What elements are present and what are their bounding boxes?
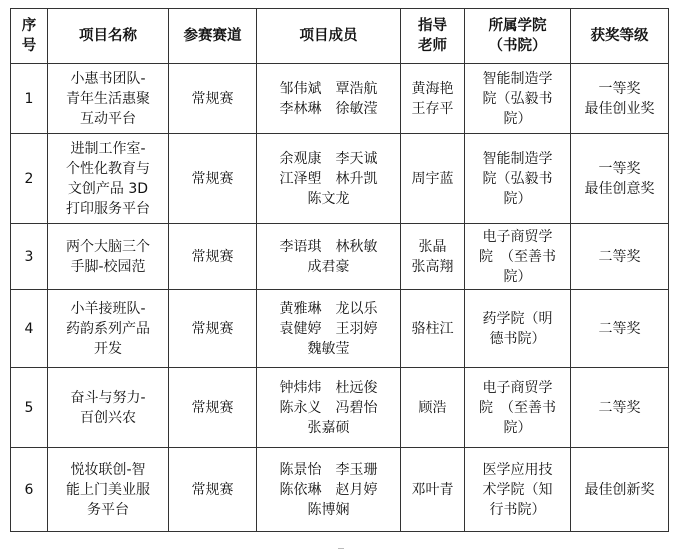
cell-project-name: 小羊接班队- 药韵系列产品 开发 [48,290,169,368]
header-project-name: 项目名称 [48,9,169,64]
cell-members: 钟炜炜 杜远俊 陈永义 冯碧怡 张嘉硕 [257,368,401,448]
header-college: 所属学院 （书院） [465,9,571,64]
cell-project-name: 悦妆联创-智 能上门美业服 务平台 [48,448,169,532]
cell-advisor: 骆柱江 [401,290,465,368]
cell-award: 二等奖 [571,368,669,448]
table-row [11,448,669,532]
cell-project-name: 小惠书团队- 青年生活惠聚 互动平台 [48,64,169,134]
cell-college: 医学应用技 术学院（知 行书院） [465,448,571,532]
cell-advisor: 周宇蓝 [401,134,465,224]
page-mark [338,548,344,555]
header-track: 参赛赛道 [169,9,257,64]
awards-table [10,8,669,532]
cell-track: 常规赛 [169,64,257,134]
cell-college: 智能制造学 院（弘毅书 院） [465,134,571,224]
cell-members: 余观康 李天诚 江泽塱 林升凯 陈文龙 [257,134,401,224]
cell-advisor: 邓叶青 [401,448,465,532]
cell-no: 1 [11,64,48,134]
header-award: 获奖等级 [571,9,669,64]
cell-members: 黄雅琳 龙以乐 袁健婷 王羽婷 魏敏莹 [257,290,401,368]
table-row [11,368,669,448]
header-row [11,9,669,64]
cell-track: 常规赛 [169,134,257,224]
cell-college: 药学院（明 德书院） [465,290,571,368]
cell-project-name: 两个大脑三个 手脚-校园范 [48,224,169,290]
header-members: 项目成员 [257,9,401,64]
cell-award: 二等奖 [571,224,669,290]
cell-college: 电子商贸学 院 （至善书 院） [465,368,571,448]
cell-project-name: 奋斗与努力- 百创兴农 [48,368,169,448]
cell-track: 常规赛 [169,290,257,368]
table-row [11,134,669,224]
cell-advisor: 黄海艳 王存平 [401,64,465,134]
cell-college: 电子商贸学 院 （至善书 院） [465,224,571,290]
table-row [11,224,669,290]
cell-no: 6 [11,448,48,532]
cell-college: 智能制造学 院（弘毅书 院） [465,64,571,134]
cell-members: 陈景怡 李玉珊 陈依琳 赵月婷 陈博娴 [257,448,401,532]
cell-award: 最佳创新奖 [571,448,669,532]
cell-project-name: 进制工作室- 个性化教育与 文创产品 3D 打印服务平台 [48,134,169,224]
cell-no: 4 [11,290,48,368]
cell-track: 常规赛 [169,368,257,448]
cell-award: 一等奖 最佳创意奖 [571,134,669,224]
cell-members: 李语琪 林秋敏 成君豪 [257,224,401,290]
cell-no: 2 [11,134,48,224]
cell-advisor: 顾浩 [401,368,465,448]
table-row [11,64,669,134]
cell-award: 一等奖 最佳创业奖 [571,64,669,134]
cell-members: 邹伟斌 覃浩航 李林琳 徐敏滢 [257,64,401,134]
cell-no: 5 [11,368,48,448]
cell-track: 常规赛 [169,224,257,290]
cell-no: 3 [11,224,48,290]
table-row [11,290,669,368]
header-advisor: 指导 老师 [401,9,465,64]
header-no: 序 号 [11,9,48,64]
cell-track: 常规赛 [169,448,257,532]
cell-award: 二等奖 [571,290,669,368]
cell-advisor: 张晶 张高翔 [401,224,465,290]
